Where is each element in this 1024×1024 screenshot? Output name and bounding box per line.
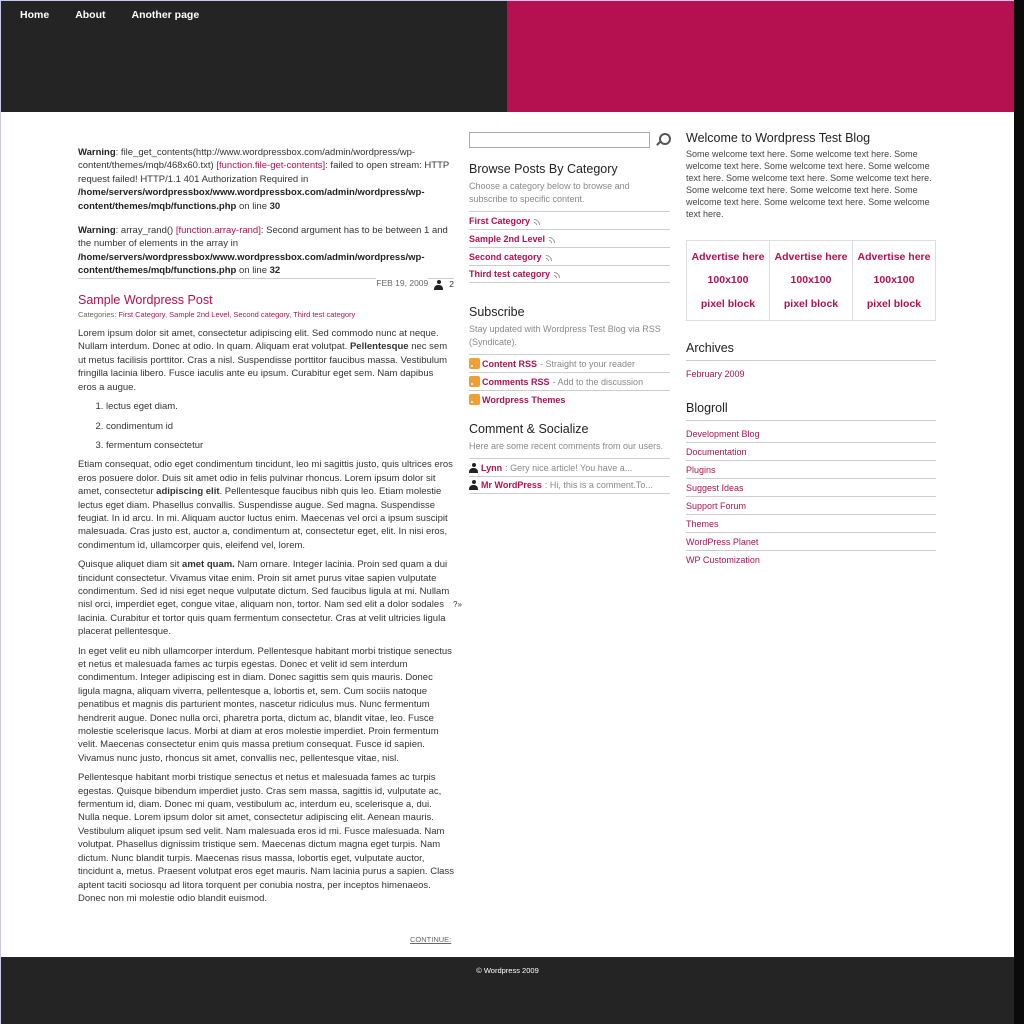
post-categories: Categories: First Category, Sample 2nd Level, Second category, Third test category	[78, 309, 356, 319]
category-item	[469, 265, 670, 283]
text: Quisque aliquet diam sit	[78, 559, 183, 571]
warning-line: 32	[269, 265, 281, 277]
search-icon[interactable]	[656, 133, 670, 147]
rss-icon[interactable]	[534, 217, 542, 225]
post-paragraph	[78, 458, 454, 552]
warning-text: on line	[236, 200, 270, 212]
comment-count[interactable]: 2	[449, 279, 454, 290]
text: Etiam consequat, odio eget condimentum tincidunt, leo mi sagittis justo, quis ultrices eros eros posuere dolor. Duis sit amet odio in felis pulvinar rhoncus. Lorem ipsum dolor sit amet, consectetur	[78, 459, 453, 498]
blogroll-title: Blogroll	[686, 401, 936, 421]
category-item	[469, 229, 670, 247]
php-warning	[78, 224, 454, 278]
user-icon	[434, 280, 443, 290]
comment-excerpt[interactable]: : Hi, this is a comment.To...	[544, 480, 653, 490]
post-title[interactable]: Sample Wordpress Post	[78, 292, 213, 307]
blogroll-link[interactable]: Suggest Ideas	[686, 479, 936, 497]
post-list	[106, 400, 454, 452]
blogroll-widget	[686, 401, 936, 569]
subscribe-title: Subscribe	[469, 305, 525, 319]
category-link[interactable]: Second category	[469, 251, 542, 262]
stray-glyph: ?»	[453, 600, 462, 610]
nav-another-page[interactable]: Another page	[131, 9, 200, 21]
text: . Pellentesque faucibus nibh quis leo. Etiam molestie lectus eget diam. Phasellus convallis. Suspendisse augue. Sed magna. Suspendisse feugiat. In id arcu. In mi. Aliquam auctor luctus enim. Maecenas vel orci a ipsum suscipit malesuada. Cras justo est, auctor a, condimentum at, consectetur eget, elit. In nisi eros, condimentum id, ullamcorper quis, eleifend vel, lorem.	[78, 486, 448, 551]
post-category-link[interactable]: First Category	[118, 309, 165, 319]
blogroll-link[interactable]: Support Forum	[686, 497, 936, 515]
welcome-title: Welcome to Wordpress Test Blog	[686, 131, 871, 145]
welcome-text: Some welcome text here. Some welcome text here. Some welcome text here. Some welcome text here. Some welcome text here. Some welcome text here. Some welcome text here. Some welcome text here. Some welcome text here. Some welcome text here. Some welcome text here. Some welcome text here.	[686, 149, 932, 219]
continue-link[interactable]: CONTINUE:	[410, 935, 452, 944]
list-item: 3. fermentum consectetur	[106, 439, 454, 452]
text: Lorem ipsum dolor sit amet, consectetur adipiscing elit. Sed commodo nunc at neque. Nullam interdum. Donec at odio. In quam. Aliquam erat volutpat.	[78, 328, 439, 353]
post-paragraph	[78, 327, 454, 394]
list-item: 1. lectus eget diam.	[106, 400, 454, 413]
comment-author[interactable]: Mr WordPress	[481, 480, 542, 490]
browse-title: Browse Posts By Category	[469, 162, 618, 176]
warning-text: : Second argument has to be between 1 and the number of elements in the array in	[78, 225, 448, 250]
feed-item	[469, 354, 670, 372]
warning-function-link[interactable]: [function.array-rand]	[175, 225, 261, 237]
post-category-link[interactable]: Sample 2nd Level	[169, 309, 230, 319]
user-icon	[469, 463, 478, 473]
rss-icon[interactable]	[554, 270, 562, 278]
bold-text: amet quam.	[182, 559, 235, 571]
text: nec sem ut metus facilisis porttitor. Cras a nisl. Suspendisse porttitor faucibus massa. Vestibulum fringilla lacinia libero. Fusce iaculis ante eu ipsum. Curabitur eget sem. Nam dapibus eros a augue.	[78, 341, 448, 393]
post-paragraph	[78, 558, 462, 638]
ad-line: Advertise here	[857, 250, 931, 263]
category-item	[469, 247, 670, 265]
blogroll-link[interactable]: WordPress Planet	[686, 533, 936, 551]
feed-link[interactable]: Content RSS	[482, 358, 537, 369]
category-link[interactable]: Sample 2nd Level	[469, 233, 546, 244]
php-warning	[78, 146, 454, 213]
footer	[1, 957, 1014, 1024]
ad-line: pixel block	[783, 298, 839, 311]
search-form	[469, 132, 670, 148]
list-item: 2. condimentum id	[106, 420, 454, 433]
warning-path: /home/servers/wordpressbox/www.wordpressbox.com/admin/wordpress/wp-content/themes/mqb/functions.php	[78, 187, 425, 212]
ad-line: 100x100	[873, 274, 915, 287]
warning-text: : array_rand()	[115, 225, 176, 237]
warning-text: on line	[236, 265, 270, 277]
blogroll-link[interactable]: Documentation	[686, 443, 936, 461]
nav-home[interactable]: Home	[20, 9, 50, 21]
warning-path: /home/servers/wordpressbox/www.wordpressbox.com/admin/wordpress/wp-content/themes/mqb/functions.php	[78, 251, 425, 277]
blogroll-link[interactable]: Plugins	[686, 461, 936, 479]
post-category-link[interactable]: Second category	[233, 309, 290, 319]
window-edge	[1014, 0, 1024, 1024]
ad-blocks	[686, 240, 936, 321]
comment-title: Comment & Socialize	[469, 422, 589, 436]
post-paragraph: Pellentesque habitant morbi tristique senectus et netus et malesuada fames ac turpis egestas. Quisque bibendum imperdiet justo. Cras sem massa, sagittis id, vulputate ac, fermentum id, diam. Donec mi quam, vestibulum ac, interdum eu, scelerisque a, dui. Nulla neque. Lorem ipsum dolor sit amet, consectetur adipiscing elit. Aenean mauris. Vestibulum aliquet ipsum sed velit. Nam malesuada eros id mi. Fusce malesuada. Nam volutpat. Phasellus dignissim tristique sem. Maecenas dictum magna eget turpis. Nam dictum. Nunc blandit turpis. Maecenas risus massa, lobortis eget, vulputate auctor, tincidunt a, metus. Praesent volutpat eros eget mauris. Nam lacinia purus a sapien. Class aptent taciti sociosqu ad litora torquent per conubia nostra, per inceptos himenaeos. Donec non mi molestie odio blandit euismod.	[78, 772, 454, 904]
ad-line: 100x100	[790, 274, 832, 287]
blogroll-link[interactable]: WP Customization	[686, 555, 760, 565]
feed-item	[469, 390, 670, 408]
feed-link[interactable]: Wordpress Themes	[482, 394, 566, 405]
post-date: FEB 19, 2009	[376, 277, 428, 290]
right-sidebar	[686, 131, 936, 587]
blogroll-link[interactable]: Development Blog	[686, 425, 936, 443]
warning-label: Warning	[78, 147, 116, 158]
bold-text: Pellentesque	[349, 341, 409, 353]
categories-label: Categories:	[78, 309, 117, 319]
ad-line: pixel block	[700, 298, 756, 311]
feed-icon	[469, 358, 480, 369]
warning-text: : file_get_contents(http://www.wordpressbox.com/admin/wordpress/wp-content/themes/mqb/468x60.txt)	[78, 147, 416, 172]
comment-subtitle: Here are some recent comments from our users.	[469, 441, 664, 451]
user-icon	[469, 480, 478, 490]
category-link[interactable]: First Category	[469, 215, 531, 226]
post-paragraph: In eget velit eu nibh ullamcorper interdum. Pellentesque habitant morbi tristique senectus et netus et malesuada fames ac turpis egestas. Donec et velit id sem interdum condimentum. Integer adipiscing est in diam. Donec sagittis sem quis mauris. Donec ligula magna, aliquam viverra, pellentesque a, lobortis et, sem. Cum sociis natoque penatibus et magnis dis parturient montes, nascetur ridiculus mus. Nunc fermentum hendrerit augue. Donec nulla orci, pharetra porta, dictum ac, blandit vitae, leo. Fusce molestie scelerisque lacus. Morbi at diam at eros molestie imperdiet. Proin fermentum velit. Maecenas consectetur enim quis massa pretium consequat. Fusce id sapien. Vivamus nunc justo, rhoncus sit amet, convallis nec, pellentesque vitae, nisl.	[78, 645, 452, 764]
feed-description: - Add to the discussion	[552, 376, 644, 387]
ad-block[interactable]	[687, 241, 770, 320]
main-nav	[20, 9, 225, 21]
feed-icon	[469, 394, 480, 405]
ad-line: Advertise here	[774, 250, 848, 263]
feed-icon	[469, 376, 480, 387]
main-content	[78, 146, 462, 911]
ad-line: 100x100	[707, 274, 749, 287]
ad-block[interactable]	[770, 241, 853, 320]
rss-icon[interactable]	[546, 253, 554, 261]
post-category-link[interactable]: Third test category	[293, 309, 356, 319]
category-item	[469, 211, 670, 229]
browse-subtitle: Choose a category below to browse and subscribe to specific content.	[469, 181, 630, 204]
feed-link[interactable]: Comments RSS	[482, 376, 550, 387]
text: Nam ornare. Integer lacinia. Proin sed quam a dui tincidunt consectetur. Vivamus vitae enim. Proin sit amet purus vitae sapien vulputate condimentum. Sed id nisi eget neque vulputate dictum. Sed faucibus ligula at mi. Nullam nisl orci, imperdiet eget, congue vitae, aliquam non, tortor. Nam sed elit a dolor sodales lacinia. Curabitur et tortor quis quam fermentum consectetur. Cras at velit ultricies ligula placerat pellentesque.	[78, 559, 450, 638]
feed-item	[469, 372, 670, 390]
bold-text: adipiscing elit	[156, 486, 220, 498]
warning-label: Warning	[78, 225, 116, 237]
archives-title: Archives	[686, 341, 936, 361]
warning-function-link[interactable]: [function.file-get-contents]	[216, 160, 326, 172]
comment-author[interactable]: Lynn	[481, 462, 503, 473]
ad-line: Advertise here	[691, 250, 765, 263]
archive-link[interactable]: February 2009	[686, 369, 745, 379]
nav-about[interactable]: About	[75, 9, 106, 21]
ad-line: pixel block	[866, 298, 922, 311]
post-meta	[78, 278, 454, 292]
category-link[interactable]: Third test category	[469, 269, 551, 279]
blogroll-link[interactable]: Themes	[686, 515, 936, 533]
header-accent-block	[507, 1, 1014, 112]
archives-widget	[686, 341, 936, 383]
feed-description: - Straight to your reader	[540, 358, 636, 369]
middle-sidebar	[469, 132, 670, 494]
recent-comment	[469, 476, 670, 494]
warning-line: 30	[269, 200, 281, 212]
rss-icon[interactable]	[549, 235, 557, 243]
ad-block[interactable]	[853, 241, 935, 320]
comment-excerpt[interactable]: : Gery nice article! You have a...	[505, 462, 633, 473]
subscribe-subtitle: Stay updated with Wordpress Test Blog via RSS (Syndicate).	[469, 324, 661, 347]
recent-comment	[469, 458, 670, 476]
warning-text: : failed to open stream: HTTP request failed! HTTP/1.1 401 Authorization Required in	[78, 160, 450, 185]
footer-copyright: © Wordpress 2009	[476, 966, 539, 975]
search-input[interactable]	[469, 132, 650, 148]
